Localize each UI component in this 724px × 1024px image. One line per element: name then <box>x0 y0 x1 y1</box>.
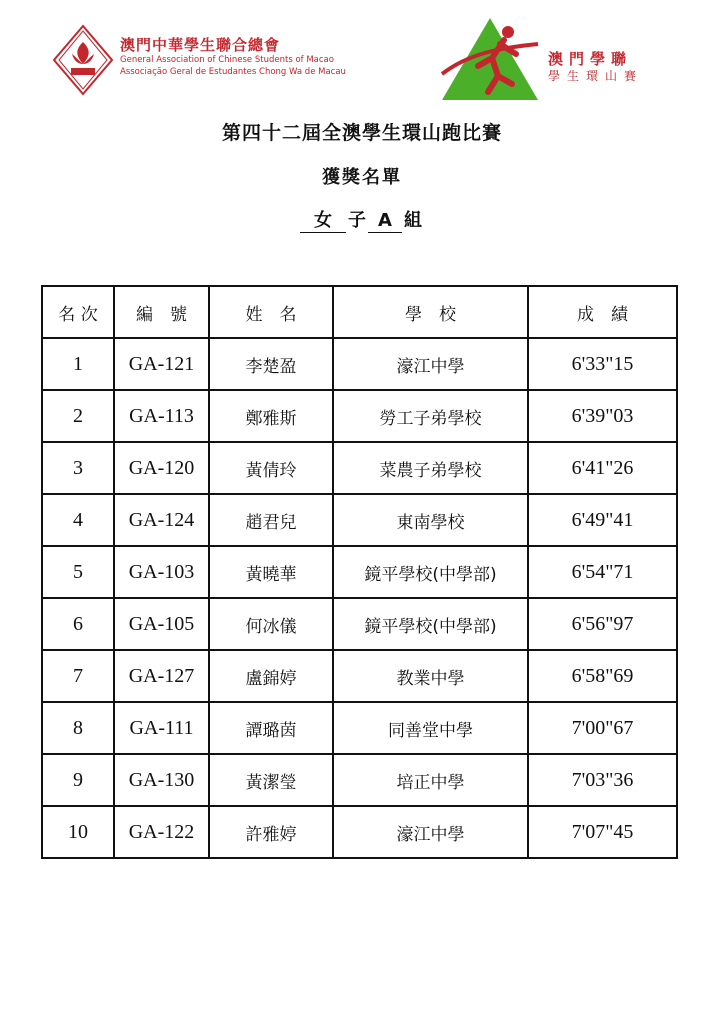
header-name: 姓 名 <box>209 286 333 338</box>
table-row <box>42 546 677 598</box>
event-brand-line2: 學生環山賽 <box>548 69 644 83</box>
header-id: 編 號 <box>114 286 209 338</box>
group-label-2: 子 <box>348 210 367 231</box>
time-cell: 6'54"71 <box>528 546 677 598</box>
table-row <box>42 338 677 390</box>
table-row <box>42 390 677 442</box>
group-title <box>0 206 724 233</box>
results-body <box>42 338 677 858</box>
school-cell: 培正中學 <box>333 754 528 806</box>
time-cell: 6'33"15 <box>528 338 677 390</box>
runner-triangle-logo-icon <box>438 14 542 104</box>
table-row <box>42 702 677 754</box>
id-cell: GA-121 <box>114 338 209 390</box>
org-name-pt: Associação Geral de Estudantes Chong Wa de Macau <box>120 67 346 77</box>
header-rank: 名 次 <box>42 286 114 338</box>
school-cell: 教業中學 <box>333 650 528 702</box>
rank-cell: 8 <box>42 702 114 754</box>
header-school: 學 校 <box>333 286 528 338</box>
event-brand-block <box>548 50 643 84</box>
time-cell: 6'41"26 <box>528 442 677 494</box>
name-cell: 黃倩玲 <box>209 442 333 494</box>
org-name-block <box>120 36 346 78</box>
results-table <box>41 285 678 859</box>
id-cell: GA-130 <box>114 754 209 806</box>
org-name-cn: 澳門中華學生聯合總會 <box>120 36 281 54</box>
table-row <box>42 806 677 858</box>
table-row <box>42 442 677 494</box>
time-cell: 7'00"67 <box>528 702 677 754</box>
school-cell: 菜農子弟學校 <box>333 442 528 494</box>
name-cell: 鄭雅斯 <box>209 390 333 442</box>
name-cell: 李楚盈 <box>209 338 333 390</box>
id-cell: GA-113 <box>114 390 209 442</box>
page-title: 第四十二屆全澳學生環山跑比賽 <box>221 122 502 144</box>
id-cell: GA-124 <box>114 494 209 546</box>
group-label-3: A <box>368 210 402 233</box>
group-label-1: 女 <box>300 210 346 233</box>
school-cell: 同善堂中學 <box>333 702 528 754</box>
school-cell: 濠江中學 <box>333 338 528 390</box>
school-cell: 濠江中學 <box>333 806 528 858</box>
time-cell: 6'49"41 <box>528 494 677 546</box>
rank-cell: 4 <box>42 494 114 546</box>
time-cell: 6'56"97 <box>528 598 677 650</box>
school-cell: 鏡平學校(中學部) <box>333 546 528 598</box>
group-label-4: 組 <box>403 210 422 231</box>
rank-cell: 9 <box>42 754 114 806</box>
table-row <box>42 650 677 702</box>
time-cell: 6'39"03 <box>528 390 677 442</box>
table-row <box>42 494 677 546</box>
name-cell: 黃潔瑩 <box>209 754 333 806</box>
rank-cell: 7 <box>42 650 114 702</box>
name-cell: 黃曉華 <box>209 546 333 598</box>
rank-cell: 10 <box>42 806 114 858</box>
school-cell: 東南學校 <box>333 494 528 546</box>
name-cell: 盧錦婷 <box>209 650 333 702</box>
org-logo-icon <box>52 24 114 98</box>
school-cell: 勞工子弟學校 <box>333 390 528 442</box>
id-cell: GA-122 <box>114 806 209 858</box>
time-cell: 6'58"69 <box>528 650 677 702</box>
page-subtitle: 獲獎名單 <box>322 167 402 188</box>
time-cell: 7'07"45 <box>528 806 677 858</box>
table-row <box>42 754 677 806</box>
rank-cell: 5 <box>42 546 114 598</box>
school-cell: 鏡平學校(中學部) <box>333 598 528 650</box>
name-cell: 許雅婷 <box>209 806 333 858</box>
header-time: 成 績 <box>528 286 677 338</box>
rank-cell: 6 <box>42 598 114 650</box>
rank-cell: 1 <box>42 338 114 390</box>
table-header-row <box>42 286 677 338</box>
name-cell: 何冰儀 <box>209 598 333 650</box>
org-name-en: General Association of Chinese Students of Macao <box>120 55 334 65</box>
event-brand-line1: 澳門學聯 <box>548 50 633 68</box>
time-cell: 7'03"36 <box>528 754 677 806</box>
table-row <box>42 598 677 650</box>
name-cell: 趙君兒 <box>209 494 333 546</box>
name-cell: 譚璐茵 <box>209 702 333 754</box>
rank-cell: 3 <box>42 442 114 494</box>
id-cell: GA-103 <box>114 546 209 598</box>
id-cell: GA-120 <box>114 442 209 494</box>
id-cell: GA-105 <box>114 598 209 650</box>
id-cell: GA-111 <box>114 702 209 754</box>
id-cell: GA-127 <box>114 650 209 702</box>
rank-cell: 2 <box>42 390 114 442</box>
